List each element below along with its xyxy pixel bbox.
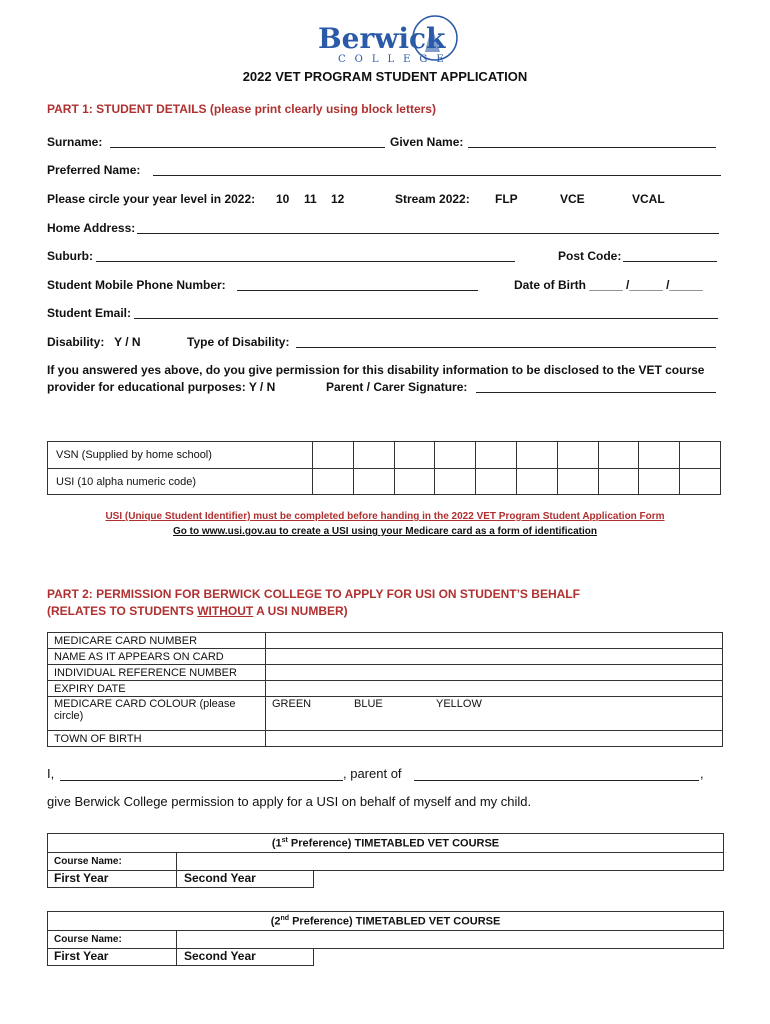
surname-field[interactable] <box>110 147 385 148</box>
course-preference-2 <box>47 911 723 965</box>
usi-box[interactable] <box>313 469 354 495</box>
stream-label: Stream 2022: <box>395 192 470 206</box>
course1-second-year[interactable]: Second Year <box>184 871 256 885</box>
postcode-field[interactable] <box>623 261 717 262</box>
child-name-field[interactable] <box>414 780 699 781</box>
course1-year-divider <box>176 870 177 887</box>
usi-box[interactable] <box>394 469 435 495</box>
course1-name-label: Course Name: <box>54 856 122 867</box>
signature-label: Parent / Carer Signature: <box>326 380 468 394</box>
consent-text-line1: If you answered yes above, do you give permission for this disability information to be disclosed to the VET course <box>47 363 705 377</box>
email-label: Student Email: <box>47 306 132 320</box>
college-logo <box>300 8 470 68</box>
year-option-10[interactable]: 10 <box>276 192 290 206</box>
stream-option-vce[interactable]: VCE <box>560 192 585 206</box>
vsn-box[interactable] <box>598 442 639 469</box>
course2-year-row <box>47 948 314 966</box>
card-name-label: NAME AS IT APPEARS ON CARD <box>48 649 266 665</box>
disability-type-field[interactable] <box>296 347 716 348</box>
course2-name-row <box>47 930 724 949</box>
usi-box[interactable] <box>680 469 721 495</box>
card-name-field[interactable] <box>266 649 723 665</box>
stream-option-flp[interactable]: FLP <box>495 192 518 206</box>
usi-notice-line1: USI (Unique Student Identifier) must be completed before handing in the 2022 VET Program Student Application Form <box>105 511 665 522</box>
vsn-box[interactable] <box>313 442 354 469</box>
year-level-label: Please circle your year level in 2022: <box>47 192 256 206</box>
usi-notice-line2[interactable]: Go to www.usi.gov.au to create a USI using your Medicare card as a form of identification <box>173 526 597 537</box>
usi-box[interactable] <box>435 469 476 495</box>
vsn-usi-table <box>47 441 721 495</box>
table-row <box>48 633 723 649</box>
part2-subheading-post: A USI NUMBER) <box>253 604 348 618</box>
i-label: I, <box>47 766 55 781</box>
usi-box[interactable] <box>353 469 394 495</box>
medicare-number-field[interactable] <box>266 633 723 649</box>
course1-name-row <box>47 852 724 871</box>
usi-box[interactable] <box>639 469 680 495</box>
course2-heading <box>48 915 723 928</box>
logo-name: Berwick <box>318 22 446 55</box>
vsn-box[interactable] <box>394 442 435 469</box>
course2-name-field[interactable] <box>176 931 724 948</box>
dob-field[interactable]: Date of Birth _____ /_____ /_____ <box>514 278 703 292</box>
suburb-field[interactable] <box>96 261 515 262</box>
vsn-label: VSN (Supplied by home school) <box>48 442 313 469</box>
card-colour-options <box>266 697 723 731</box>
course1-heading-post: Preference) TIMETABLED VET COURSE <box>287 837 500 850</box>
course2-heading-box <box>47 911 724 931</box>
irn-label: INDIVIDUAL REFERENCE NUMBER <box>48 665 266 681</box>
mobile-field[interactable] <box>237 290 478 291</box>
preferred-name-label: Preferred Name: <box>47 163 141 177</box>
table-row <box>48 681 723 697</box>
course1-heading-box <box>47 833 724 853</box>
part2-subheading <box>47 604 348 618</box>
table-row <box>48 697 723 731</box>
part2-heading: PART 2: PERMISSION FOR BERWICK COLLEGE TO APPLY FOR USI ON STUDENT’S BEHALF <box>47 587 580 601</box>
course-preference-1 <box>47 833 723 887</box>
parent-name-field[interactable] <box>60 780 343 781</box>
disability-label[interactable]: Disability: Y / N <box>47 335 141 349</box>
course2-second-year[interactable]: Second Year <box>184 949 256 963</box>
usi-box[interactable] <box>516 469 557 495</box>
suburb-label: Suburb: <box>47 249 93 263</box>
colour-option-blue[interactable]: BLUE <box>354 698 383 710</box>
vsn-box[interactable] <box>680 442 721 469</box>
course1-heading-pre: (1 <box>271 837 282 850</box>
course2-year-divider <box>176 948 177 965</box>
expiry-field[interactable] <box>266 681 723 697</box>
table-row <box>48 469 721 495</box>
vsn-box[interactable] <box>557 442 598 469</box>
surname-label: Surname: <box>47 135 103 149</box>
medicare-number-label: MEDICARE CARD NUMBER <box>48 633 266 649</box>
course2-heading-pre: (2 <box>270 915 281 928</box>
part2-subheading-pre: (RELATES TO STUDENTS <box>47 604 198 618</box>
course1-first-year[interactable]: First Year <box>54 871 109 885</box>
given-name-label: Given Name: <box>390 135 464 149</box>
table-row <box>48 649 723 665</box>
card-colour-label: MEDICARE CARD COLOUR (please circle) <box>48 697 266 731</box>
table-row <box>48 731 723 747</box>
vsn-box[interactable] <box>476 442 517 469</box>
year-option-11[interactable]: 11 <box>304 192 317 206</box>
page-title: 2022 VET PROGRAM STUDENT APPLICATION <box>242 69 528 84</box>
postcode-label: Post Code: <box>558 249 622 263</box>
course2-heading-post: Preference) TIMETABLED VET COURSE <box>289 915 501 928</box>
logo-subtitle: COLLEGE <box>338 54 453 65</box>
course1-heading-sup: st <box>281 837 288 844</box>
home-address-field[interactable] <box>137 233 719 234</box>
mobile-label: Student Mobile Phone Number: <box>47 278 226 292</box>
course1-year-row <box>47 870 314 888</box>
colour-option-green[interactable]: GREEN <box>272 698 312 710</box>
course1-heading <box>48 837 723 850</box>
given-name-field[interactable] <box>468 147 716 148</box>
medicare-table <box>47 632 723 747</box>
parent-of-label: , parent of <box>343 766 402 781</box>
course2-name-label: Course Name: <box>54 934 122 945</box>
trailing-comma: , <box>700 766 704 781</box>
town-of-birth-field[interactable] <box>266 731 723 747</box>
vsn-box[interactable] <box>516 442 557 469</box>
irn-field[interactable] <box>266 665 723 681</box>
consent-text-line2[interactable]: provider for educational purposes: Y / N <box>47 380 276 394</box>
year-option-12[interactable]: 12 <box>331 192 345 206</box>
course2-first-year[interactable]: First Year <box>54 949 109 963</box>
town-of-birth-label: TOWN OF BIRTH <box>48 731 266 747</box>
disability-type-label: Type of Disability: <box>187 335 290 349</box>
usi-box[interactable] <box>557 469 598 495</box>
colour-option-yellow[interactable]: YELLOW <box>436 698 482 710</box>
vsn-box[interactable] <box>435 442 476 469</box>
permission-statement: give Berwick College permission to apply for a USI on behalf of myself and my child. <box>47 794 532 809</box>
home-address-label: Home Address: <box>47 221 136 235</box>
part2-subheading-emphasis: WITHOUT <box>197 604 254 618</box>
vsn-box[interactable] <box>353 442 394 469</box>
signature-field[interactable] <box>476 392 716 393</box>
usi-box[interactable] <box>476 469 517 495</box>
usi-box[interactable] <box>598 469 639 495</box>
usi-label: USI (10 alpha numeric code) <box>48 469 313 495</box>
table-row <box>48 442 721 469</box>
preferred-name-field[interactable] <box>153 175 721 176</box>
course2-heading-sup: nd <box>280 915 290 922</box>
vsn-box[interactable] <box>639 442 680 469</box>
expiry-label: EXPIRY DATE <box>48 681 266 697</box>
table-row <box>48 665 723 681</box>
course1-name-field[interactable] <box>176 853 724 870</box>
email-field[interactable] <box>134 318 718 319</box>
part1-heading: PART 1: STUDENT DETAILS (please print clearly using block letters) <box>47 102 436 116</box>
stream-option-vcal[interactable]: VCAL <box>632 192 665 206</box>
